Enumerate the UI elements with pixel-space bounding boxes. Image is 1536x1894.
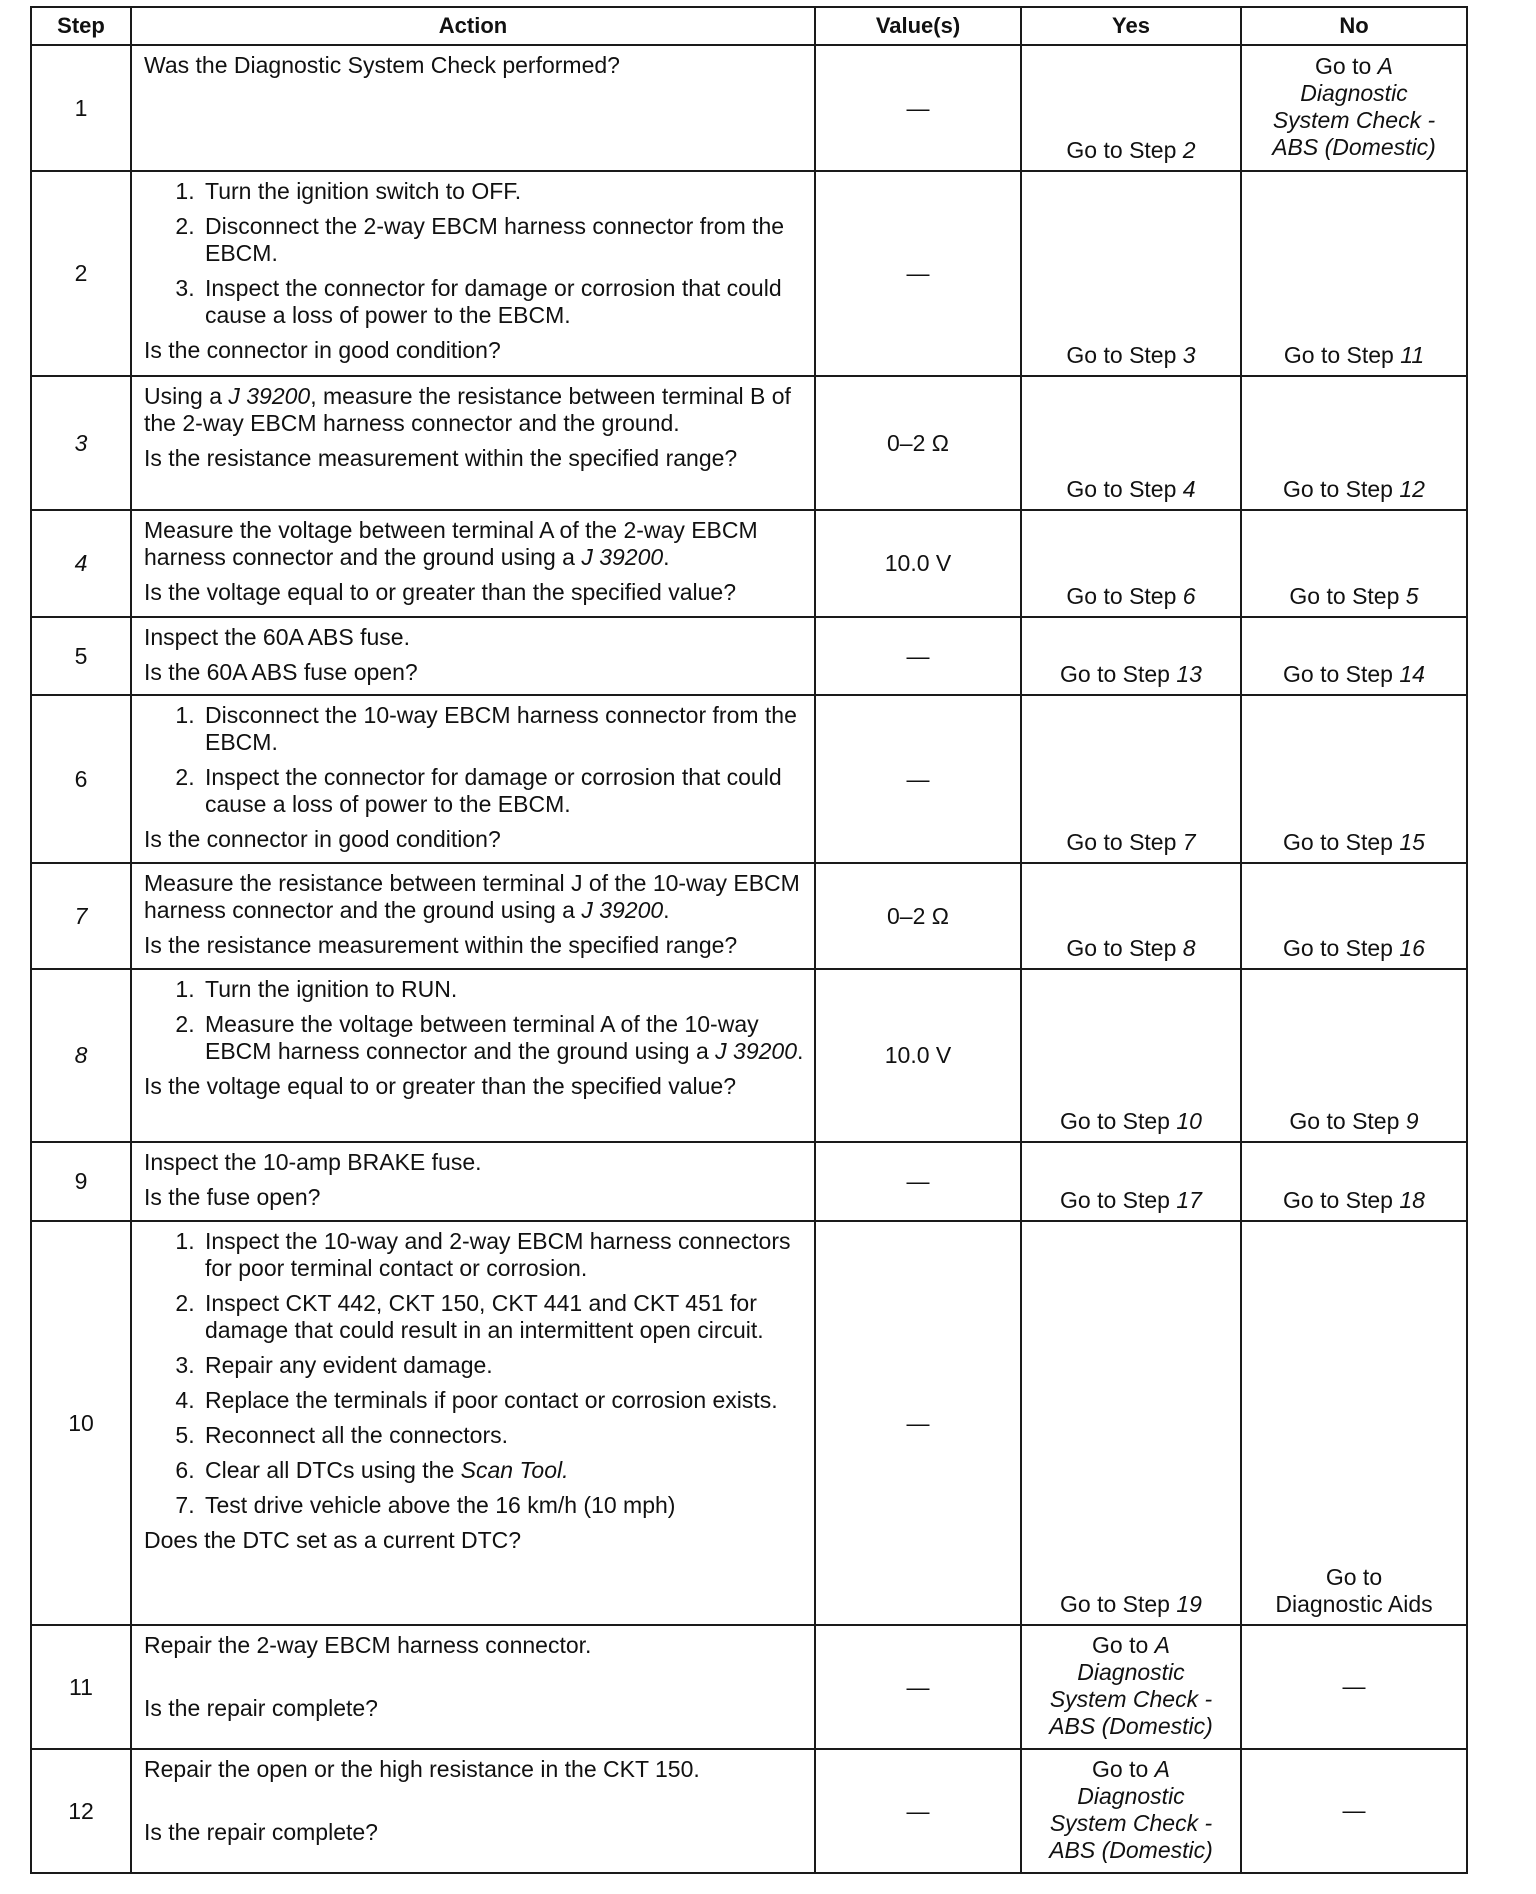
goto-step-link[interactable]: Go to Step 17: [1060, 1187, 1202, 1213]
action-item: 1. Turn the ignition switch to OFF.: [201, 178, 806, 205]
no-cell: [1241, 1142, 1467, 1221]
action-cell: [131, 510, 815, 617]
value-cell: —: [815, 617, 1021, 695]
step-number: 10: [31, 1221, 131, 1625]
action-cell: [131, 376, 815, 510]
goto-step-link[interactable]: Go to Step 7: [1066, 829, 1196, 855]
goto-step-link[interactable]: Go to Step 8: [1066, 935, 1196, 961]
no-cell: [1241, 863, 1467, 969]
action-text: Measure the voltage between terminal A of the 2-way EBCM harness connector and the ground using a J 39200.: [144, 517, 758, 570]
tool-name: J 39200: [581, 544, 664, 570]
action-question: Is the repair complete?: [144, 1819, 378, 1845]
tool-name: J 39200: [228, 383, 311, 409]
tool-name: J 39200: [715, 1038, 798, 1064]
action-question: Is the connector in good condition?: [144, 826, 501, 852]
header-yes: Yes: [1021, 7, 1241, 45]
action-question: Is the repair complete?: [144, 1695, 378, 1721]
table-row: [31, 863, 1467, 969]
goto-step-link[interactable]: Go to Step 13: [1060, 661, 1202, 687]
no-cell: [1241, 969, 1467, 1142]
action-cell: [131, 863, 815, 969]
action-item: 7. Test drive vehicle above the 16 km/h (10 mph): [201, 1492, 806, 1519]
step-number: 3: [31, 376, 131, 510]
action-list: [144, 702, 806, 818]
goto-step-link[interactable]: Go to Step 16: [1283, 935, 1425, 961]
no-cell: [1241, 45, 1467, 171]
value-cell: —: [815, 695, 1021, 863]
action-question: Is the fuse open?: [144, 1184, 321, 1210]
goto-step-link[interactable]: Go to Step 3: [1066, 342, 1196, 368]
value-cell: —: [815, 1749, 1021, 1873]
action-item: 1. Inspect the 10-way and 2-way EBCM harness connectors for poor terminal contact or corrosion.: [201, 1228, 806, 1282]
table-row: [31, 695, 1467, 863]
action-item: 2. Inspect the connector for damage or corrosion that could cause a loss of power to the EBCM.: [201, 764, 806, 818]
step-number: 11: [31, 1625, 131, 1749]
action-item: 1. Turn the ignition to RUN.: [201, 976, 806, 1003]
goto-diagnostic-check-link[interactable]: Go to A Diagnostic System Check - ABS (Domestic): [1272, 53, 1436, 160]
step-number: 2: [31, 171, 131, 376]
action-item: 2. Disconnect the 2-way EBCM harness connector from the EBCM.: [201, 213, 806, 267]
action-cell: [131, 969, 815, 1142]
header-action: Action: [131, 7, 815, 45]
action-list: [144, 1228, 806, 1519]
yes-cell: [1021, 1142, 1241, 1221]
action-question: Is the connector in good condition?: [144, 337, 501, 363]
goto-step-link[interactable]: Go to Step 19: [1060, 1591, 1202, 1617]
step-number: 8: [31, 969, 131, 1142]
header-values: Value(s): [815, 7, 1021, 45]
yes-cell: [1021, 969, 1241, 1142]
goto-diagnostic-check-link[interactable]: Go to A Diagnostic System Check - ABS (Domestic): [1049, 1632, 1213, 1739]
yes-cell: [1021, 45, 1241, 171]
action-question: Does the DTC set as a current DTC?: [144, 1527, 522, 1553]
table-row: [31, 376, 1467, 510]
action-cell: [131, 617, 815, 695]
goto-step-link[interactable]: Go to Step 14: [1283, 661, 1425, 687]
yes-cell: [1021, 510, 1241, 617]
action-question: Was the Diagnostic System Check performed?: [144, 52, 620, 78]
action-cell: [131, 1749, 815, 1873]
diagnostic-table: [30, 6, 1468, 1874]
action-text: Measure the resistance between terminal J of the 10-way EBCM harness connector and the ground using a J 39200.: [144, 870, 800, 923]
action-item: 6. Clear all DTCs using the Scan Tool.: [201, 1457, 806, 1484]
action-text: Inspect the 10-amp BRAKE fuse.: [144, 1149, 482, 1175]
goto-step-link[interactable]: Go to Step 4: [1066, 476, 1196, 502]
step-number: 12: [31, 1749, 131, 1873]
no-cell: [1241, 617, 1467, 695]
no-cell: [1241, 695, 1467, 863]
action-cell: [131, 1142, 815, 1221]
no-cell: [1241, 1221, 1467, 1625]
step-number: 9: [31, 1142, 131, 1221]
action-item: 3. Inspect the connector for damage or corrosion that could cause a loss of power to the EBCM.: [201, 275, 806, 329]
goto-step-link[interactable]: Go to Step 9: [1289, 1108, 1419, 1134]
action-item: 3. Repair any evident damage.: [201, 1352, 806, 1379]
yes-cell: [1021, 1221, 1241, 1625]
header-row: [31, 7, 1467, 45]
no-cell: [1241, 171, 1467, 376]
table-row: [31, 1221, 1467, 1625]
yes-cell: [1021, 1625, 1241, 1749]
value-cell: —: [815, 1142, 1021, 1221]
goto-step-link[interactable]: Go to Step 15: [1283, 829, 1425, 855]
action-item: 2. Measure the voltage between terminal A of the 10-way EBCM harness connector and the ground using a J 39200.: [201, 1011, 806, 1065]
goto-diagnostic-aids-link[interactable]: Go to Diagnostic Aids: [1275, 1564, 1433, 1617]
tool-name: J 39200: [581, 897, 664, 923]
table-row: [31, 171, 1467, 376]
goto-step-link[interactable]: Go to Step 10: [1060, 1108, 1202, 1134]
value-cell: 0–2 Ω: [815, 376, 1021, 510]
action-question: Is the 60A ABS fuse open?: [144, 659, 418, 685]
action-question: Is the voltage equal to or greater than the specified value?: [144, 579, 737, 605]
yes-cell: [1021, 376, 1241, 510]
table-row: [31, 1625, 1467, 1749]
step-number: 4: [31, 510, 131, 617]
yes-cell: [1021, 695, 1241, 863]
value-cell: —: [815, 1625, 1021, 1749]
goto-step-link[interactable]: Go to Step 6: [1066, 583, 1196, 609]
table-row: [31, 1142, 1467, 1221]
action-list: [144, 976, 806, 1065]
value-cell: —: [815, 171, 1021, 376]
action-item: 1. Disconnect the 10-way EBCM harness connector from the EBCM.: [201, 702, 806, 756]
goto-step-link[interactable]: Go to Step 5: [1289, 583, 1419, 609]
action-item: 4. Replace the terminals if poor contact or corrosion exists.: [201, 1387, 806, 1414]
action-cell: [131, 45, 815, 171]
no-cell: [1241, 376, 1467, 510]
action-cell: [131, 695, 815, 863]
table-row: [31, 1749, 1467, 1873]
value-cell: 0–2 Ω: [815, 863, 1021, 969]
value-cell: 10.0 V: [815, 969, 1021, 1142]
goto-step-link[interactable]: Go to Step 12: [1283, 476, 1425, 502]
action-text: Using a J 39200, measure the resistance between terminal B of the 2-way EBCM harness connector and the ground.: [144, 383, 791, 436]
step-number: 6: [31, 695, 131, 863]
action-cell: [131, 1221, 815, 1625]
action-item: 5. Reconnect all the connectors.: [201, 1422, 806, 1449]
action-cell: [131, 1625, 815, 1749]
header-step: Step: [31, 7, 131, 45]
yes-cell: [1021, 1749, 1241, 1873]
value-cell: —: [815, 45, 1021, 171]
action-item: 2. Inspect CKT 442, CKT 150, CKT 441 and CKT 451 for damage that could result in an intermittent open circuit.: [201, 1290, 806, 1344]
goto-step-link[interactable]: Go to Step 11: [1283, 342, 1425, 368]
table-row: [31, 510, 1467, 617]
step-number: 5: [31, 617, 131, 695]
goto-step-link[interactable]: Go to Step 18: [1283, 1187, 1425, 1213]
action-question: Is the resistance measurement within the specified range?: [144, 445, 738, 471]
action-text: Repair the 2-way EBCM harness connector.: [144, 1632, 592, 1658]
step-number: 1: [31, 45, 131, 171]
action-cell: [131, 171, 815, 376]
action-list: [144, 178, 806, 329]
action-question: Is the voltage equal to or greater than the specified value?: [144, 1073, 737, 1099]
action-question: Is the resistance measurement within the specified range?: [144, 932, 738, 958]
action-text: Inspect the 60A ABS fuse.: [144, 624, 410, 650]
tool-name: Scan Tool.: [460, 1457, 569, 1483]
goto-diagnostic-check-link[interactable]: Go to A Diagnostic System Check - ABS (Domestic): [1049, 1756, 1213, 1863]
no-cell: —: [1241, 1749, 1467, 1873]
yes-cell: [1021, 171, 1241, 376]
value-cell: 10.0 V: [815, 510, 1021, 617]
header-no: No: [1241, 7, 1467, 45]
table-row: [31, 969, 1467, 1142]
step-number: 7: [31, 863, 131, 969]
action-text: Repair the open or the high resistance in the CKT 150.: [144, 1756, 700, 1782]
value-cell: —: [815, 1221, 1021, 1625]
goto-step-link[interactable]: Go to Step 2: [1066, 137, 1196, 163]
table-row: [31, 617, 1467, 695]
yes-cell: [1021, 617, 1241, 695]
no-cell: [1241, 510, 1467, 617]
no-cell: —: [1241, 1625, 1467, 1749]
table-row: [31, 45, 1467, 171]
yes-cell: [1021, 863, 1241, 969]
